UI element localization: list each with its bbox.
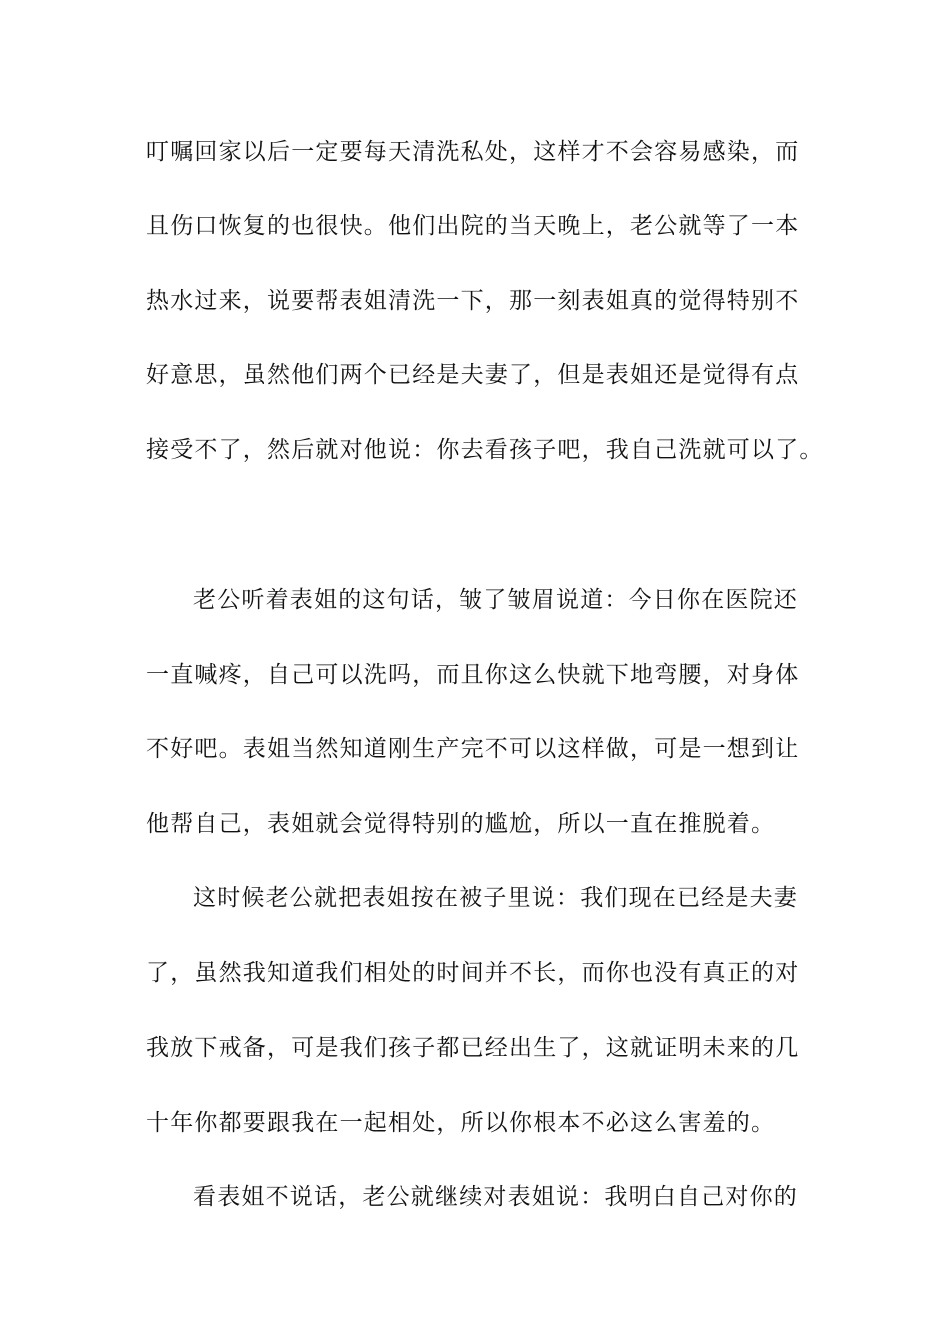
text-line: 一直喊疼，自己可以洗吗，而且你这么快就下地弯腰，对身体 — [146, 662, 800, 688]
text-line: 我放下戒备，可是我们孩子都已经出生了，这就证明未来的几 — [146, 1035, 800, 1061]
paragraph-first-line: 这时候老公就把表姐按在被子里说：我们现在已经是夫妻 — [193, 885, 798, 911]
text-line: 了，虽然我知道我们相处的时间并不长，而你也没有真正的对 — [146, 960, 800, 986]
text-line: 他帮自己，表姐就会觉得特别的尴尬，所以一直在推脱着。 — [146, 811, 776, 837]
text-line: 叮嘱回家以后一定要每天清洗私处，这样才不会容易感染，而 — [146, 139, 800, 165]
text-line: 接受不了，然后就对他说：你去看孩子吧，我自己洗就可以了。 — [146, 437, 824, 463]
text-line: 不好吧。表姐当然知道刚生产完不可以这样做，可是一想到让 — [146, 736, 800, 762]
text-line: 好意思，虽然他们两个已经是夫妻了，但是表姐还是觉得有点 — [146, 362, 800, 388]
paragraph-first-line: 老公听着表姐的这句话，皱了皱眉说道：今日你在医院还 — [193, 587, 798, 613]
text-line: 且伤口恢复的也很快。他们出院的当天晚上，老公就等了一本 — [146, 213, 800, 239]
text-line: 十年你都要跟我在一起相处，所以你根本不必这么害羞的。 — [146, 1110, 776, 1136]
text-line: 热水过来，说要帮表姐清洗一下，那一刻表姐真的觉得特别不 — [146, 288, 800, 314]
paragraph-first-line: 看表姐不说话，老公就继续对表姐说：我明白自己对你的 — [193, 1184, 798, 1210]
